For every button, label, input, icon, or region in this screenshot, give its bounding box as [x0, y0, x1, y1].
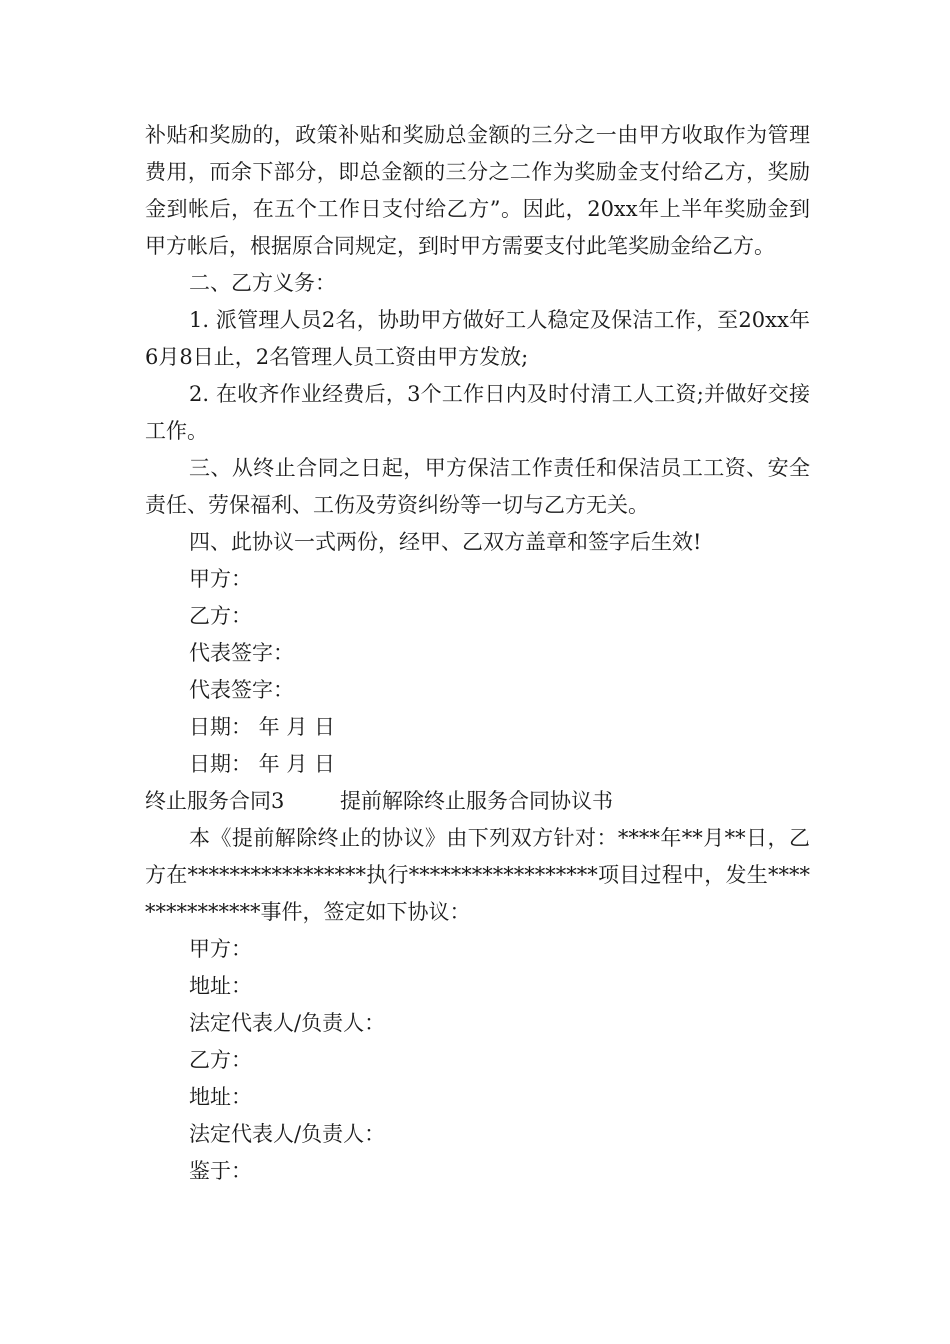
date-line-b: 日期： 年 月 日	[189, 752, 336, 776]
party-a-legal-rep: 法定代表人/负责人：	[189, 1011, 386, 1035]
signature-party-b: 乙方：	[189, 604, 252, 628]
whereas-label: 鉴于：	[189, 1159, 252, 1183]
party-b-address: 地址：	[189, 1085, 252, 1109]
document-body	[145, 117, 810, 1190]
representative-signature-a: 代表签字：	[189, 641, 294, 665]
duty-item-2: 2. 在收齐作业经费后，3个工作日内及时付清工人工资;并做好交接工作。	[145, 382, 810, 443]
party-a-label: 甲方：	[189, 937, 252, 961]
duty-item-1: 1. 派管理人员2名，协助甲方做好工人稳定及保洁工作，至20xx年6月8日止，2名管理人员工资由甲方发放;	[145, 308, 810, 369]
party-b-legal-rep: 法定代表人/负责人：	[189, 1122, 386, 1146]
clause-four: 四、此协议一式两份，经甲、乙双方盖章和签字后生效!	[189, 530, 702, 554]
date-line-a: 日期： 年 月 日	[189, 715, 336, 739]
section-heading	[145, 783, 810, 820]
agreement-intro: 本《提前解除终止的协议》由下列双方针对：****年**月**日，乙方在*****************执行******************项目过程中，发生***************事件，签定如下协议：	[145, 826, 810, 924]
signature-party-a: 甲方：	[189, 567, 252, 591]
paragraph-subsidy: 补贴和奖励的，政策补贴和奖励总金额的三分之一由甲方收取作为管理费用，而余下部分，即总金额的三分之二作为奖励金支付给乙方，奖励金到帐后，在五个工作日支付给乙方”。因此，20xx年上半年奖励金到甲方帐后，根据原合同规定，到时甲方需要支付此笔奖励金给乙方。	[145, 123, 810, 258]
heading-party-b-duties: 二、乙方义务：	[189, 271, 336, 295]
section-heading-left: 终止服务合同3	[145, 789, 285, 813]
section-heading-right: 提前解除终止服务合同协议书	[340, 789, 613, 813]
representative-signature-b: 代表签字：	[189, 678, 294, 702]
party-a-address: 地址：	[189, 974, 252, 998]
clause-three: 三、从终止合同之日起，甲方保洁工作责任和保洁员工工资、安全责任、劳保福利、工伤及劳资纠纷等一切与乙方无关。	[145, 456, 810, 517]
party-b-label: 乙方：	[189, 1048, 252, 1072]
